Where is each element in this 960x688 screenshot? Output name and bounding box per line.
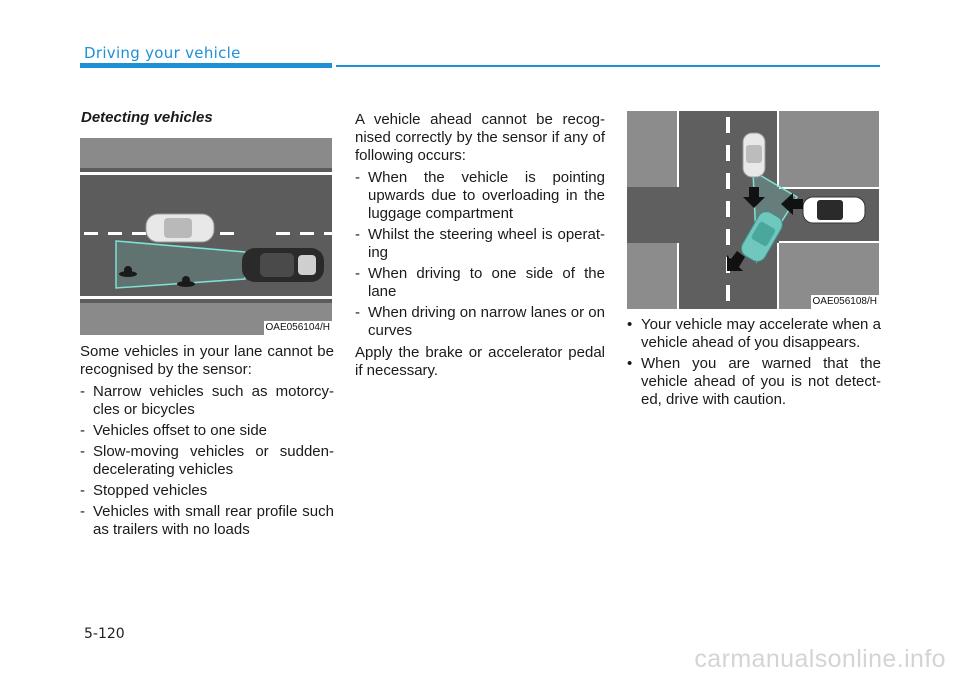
figure-vehicle-disappears — [627, 111, 879, 309]
list-item: - Slow-moving vehicles or sudden-decelerating vehicles — [80, 443, 334, 478]
middle-intro: A vehicle ahead cannot be recog-nised correctly by the sensor if any of following occurs: — [355, 111, 605, 164]
list-item: - Vehicles with small rear profile such as trailers with no loads — [80, 503, 334, 538]
section-title: Driving your vehicle — [84, 44, 241, 62]
list-item: - When driving on narrow lanes or on curves — [355, 304, 605, 339]
watermark: carmanualsonline.info — [694, 645, 946, 673]
list-item: - Narrow vehicles such as motorcy-cles or bicycles — [80, 383, 334, 418]
list-item: - When driving to one side of the lane — [355, 265, 605, 300]
right-bullets — [627, 316, 881, 409]
road-illustration — [80, 138, 332, 335]
left-intro: Some vehicles in your lane cannot be recognised by the sensor: — [80, 343, 334, 378]
middle-list — [355, 169, 605, 340]
header-rule-thin — [336, 65, 880, 67]
page-number: 5-120 — [84, 626, 125, 642]
right-column — [627, 316, 881, 413]
figure-code-left: OAE056104/H — [265, 322, 330, 333]
car-ahead-icon — [743, 133, 765, 177]
own-car-icon — [242, 248, 324, 282]
left-list — [80, 383, 334, 539]
car-ahead-icon — [146, 214, 214, 242]
intersection-illustration — [627, 111, 879, 309]
list-item: • When you are warned that the vehicle ahead of you is not detect-ed, drive with caution. — [627, 355, 881, 408]
list-item: - Vehicles offset to one side — [80, 422, 268, 439]
middle-outro: Apply the brake or accelerator pedal if necessary. — [355, 344, 605, 379]
list-item: - Stopped vehicles — [80, 482, 208, 499]
list-item: • Your vehicle may accelerate when a vehicle ahead of you disappears. — [627, 316, 881, 351]
figure-detecting-vehicles — [80, 138, 332, 335]
crossing-car-icon — [803, 197, 865, 223]
list-item: - Whilst the steering wheel is operat-ing — [355, 226, 605, 261]
list-item: - When the vehicle is pointing upwards due to overloading in the luggage compartment — [355, 169, 605, 222]
middle-column — [355, 111, 605, 384]
figure-code-right: OAE056108/H — [812, 296, 877, 307]
header-rule-thick — [80, 63, 332, 68]
left-column — [80, 343, 334, 543]
section-heading: Detecting vehicles — [81, 109, 213, 126]
